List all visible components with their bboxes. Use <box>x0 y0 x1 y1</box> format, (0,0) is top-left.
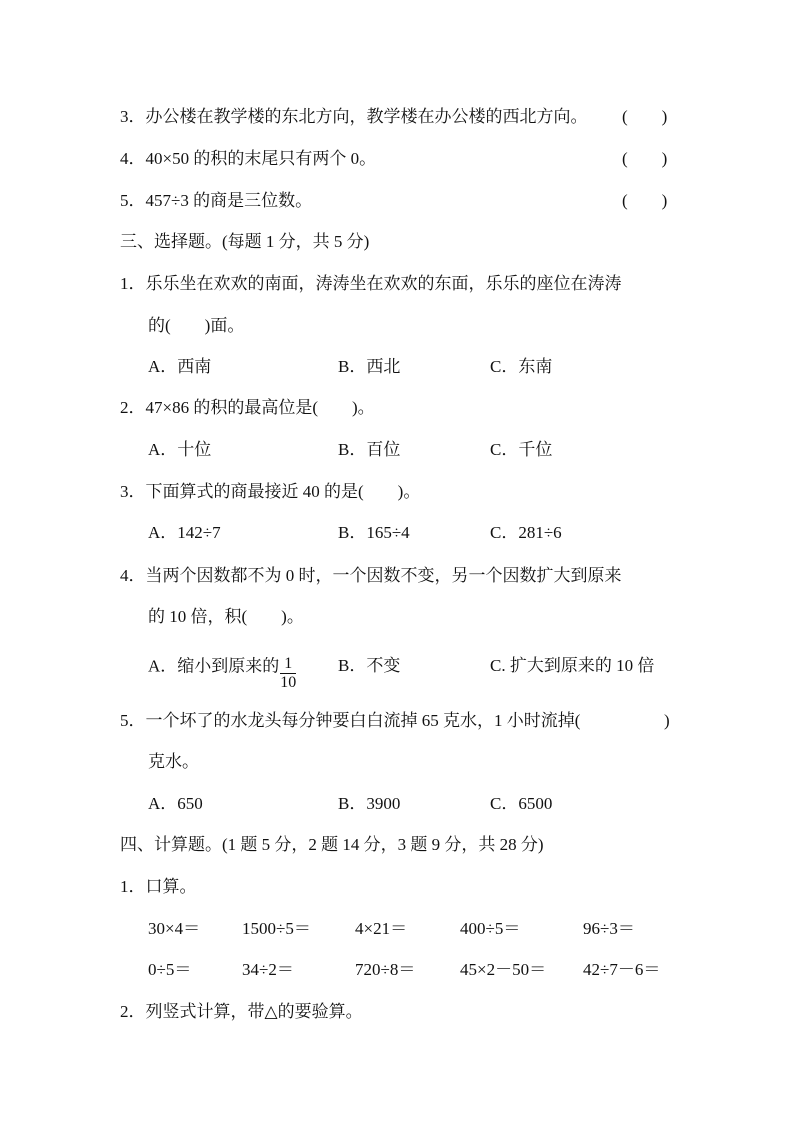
judgement-item-4 <box>120 149 376 169</box>
mental-calc-item: 30×4＝ <box>148 919 201 938</box>
question-title: 列竖式计算，带△的要验算。 <box>145 1002 363 1021</box>
option-b[interactable]: B．西北 <box>338 357 401 376</box>
mental-calc-item: 400÷5＝ <box>460 919 521 938</box>
item-number: 2． <box>120 398 146 417</box>
item-number: 5． <box>120 711 146 730</box>
answer-blank-close: ) <box>664 711 670 730</box>
item-number: 1． <box>120 877 146 896</box>
item-number: 1． <box>120 274 146 293</box>
choice-question-2 <box>120 398 375 418</box>
item-number: 5． <box>120 191 146 210</box>
choice-question-4 <box>120 566 622 586</box>
item-text: 457÷3 的商是三位数。 <box>145 191 313 210</box>
mental-calc-item: 34÷2＝ <box>242 960 294 979</box>
option-c[interactable]: C．281÷6 <box>490 523 562 542</box>
item-number: 4． <box>120 149 146 168</box>
question-text: 一个坏了的水龙头每分钟要白白流掉 65 克水，1 小时流掉( <box>145 711 581 730</box>
option-a[interactable] <box>148 649 297 691</box>
item-number: 3． <box>120 107 146 126</box>
calc-question-2 <box>120 1002 363 1022</box>
question-text: 下面算式的商最接近 40 的是( )。 <box>145 482 421 501</box>
calc-question-1 <box>120 877 197 897</box>
question-text-cont: 克水。 <box>148 752 199 771</box>
numerator: 1 <box>280 655 296 674</box>
judgement-item-5 <box>120 191 312 211</box>
option-b[interactable]: B．165÷4 <box>338 523 410 542</box>
question-text: 47×86 的积的最高位是( )。 <box>145 398 375 417</box>
choice-question-5 <box>120 711 580 731</box>
option-a[interactable]: A．西南 <box>148 357 212 376</box>
question-text-cont: 的 10 倍，积( )。 <box>148 607 304 626</box>
option-a[interactable]: A．十位 <box>148 440 212 459</box>
option-c[interactable]: C．千位 <box>490 440 553 459</box>
question-text: 当两个因数都不为 0 时，一个因数不变，另一个因数扩大到原来 <box>145 566 622 585</box>
choice-question-1 <box>120 274 622 294</box>
mental-calc-item: 1500÷5＝ <box>242 919 311 938</box>
question-title: 口算。 <box>145 877 197 896</box>
option-b[interactable]: B．3900 <box>338 794 401 813</box>
judgement-item-3 <box>120 107 588 127</box>
item-number: 4． <box>120 566 146 585</box>
option-c[interactable]: C．6500 <box>490 794 553 813</box>
option-c[interactable]: C. 扩大到原来的 10 倍 <box>490 656 655 675</box>
question-text: 乐乐坐在欢欢的南面，涛涛坐在欢欢的东面，乐乐的座位在涛涛 <box>145 274 622 293</box>
option-b[interactable]: B．不变 <box>338 656 401 675</box>
answer-blank[interactable]: ( ) <box>622 149 668 168</box>
answer-blank[interactable]: ( ) <box>622 107 668 126</box>
option-a-label: A．缩小到原来的 <box>148 656 280 676</box>
answer-blank[interactable]: ( ) <box>622 191 668 210</box>
item-number: 2． <box>120 1002 146 1021</box>
mental-calc-item: 4×21＝ <box>355 919 408 938</box>
mental-calc-item: 0÷5＝ <box>148 960 192 979</box>
option-a[interactable]: A．650 <box>148 794 203 813</box>
mental-calc-item: 45×2－50＝ <box>460 960 547 979</box>
section-heading-calculation: 四、计算题。(1 题 5 分，2 题 14 分，3 题 9 分，共 28 分) <box>120 835 544 854</box>
choice-question-3 <box>120 482 420 502</box>
option-b[interactable]: B．百位 <box>338 440 401 459</box>
item-number: 3． <box>120 482 146 501</box>
mental-calc-item: 720÷8＝ <box>355 960 416 979</box>
option-c[interactable]: C．东南 <box>490 357 553 376</box>
denominator: 10 <box>280 674 297 691</box>
option-a[interactable]: A．142÷7 <box>148 523 221 542</box>
item-text: 40×50 的积的末尾只有两个 0。 <box>145 149 377 168</box>
section-heading-choice: 三、选择题。(每题 1 分，共 5 分) <box>120 232 370 251</box>
fraction-one-tenth <box>280 655 296 692</box>
mental-calc-item: 42÷7－6＝ <box>583 960 661 979</box>
item-text: 办公楼在教学楼的东北方向，教学楼在办公楼的西北方向。 <box>145 107 588 126</box>
mental-calc-item: 96÷3＝ <box>583 919 635 938</box>
question-text-cont: 的( )面。 <box>148 316 245 335</box>
